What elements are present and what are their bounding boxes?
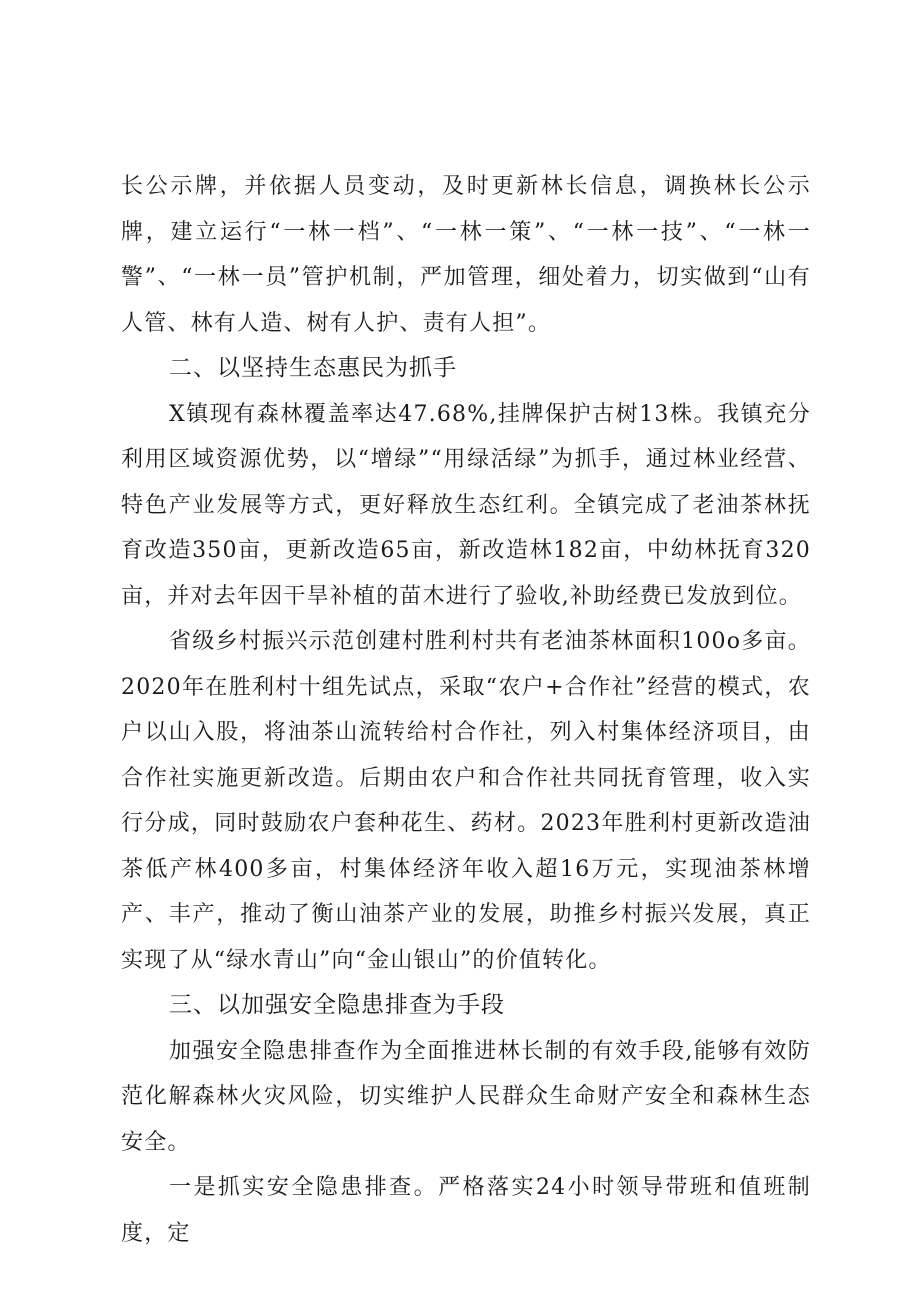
section-heading-2: 二、以坚持生态惠民为抓手 (169, 355, 457, 381)
paragraph-forest-coverage: X镇现有森林覆盖率达47.68%,挂牌保护古树13株。我镇充分利用区域资源优势，以“增绿”“用绿活绿”为抓手，通过林业经营、特色产业发展等方式，更好释放生态红利。全镇完成了老油茶林抚育改造350亩，更新改造65亩，新改造林182亩，中幼林抚育320亩，并对去年因干旱补植的苗木进行了验收,补助经费已发放到位。 (121, 401, 811, 609)
paragraph-shengli-village: 省级乡村振兴示范创建村胜利村共有老油茶林面积100o多亩。2020年在胜利村十组先试点，采取“农户+合作社”经营的模式，农户以山入股，将油茶山流转给村合作社，列入村集体经济项目，由合作社实施更新改造。后期由农户和合作社共同抚育管理，收入实行分成，同时鼓励农户套种花生、药材。2023年胜利村更新改造油茶低产林400多亩，村集体经济年收入超16万元，实现油茶林增产、丰产，推动了衡山油茶产业的发展，助推乡村振兴发展，真正实现了从“绿水青山”向“金山银山”的价值转化。 (121, 629, 811, 973)
paragraph-safety-inspection: 加强安全隐患排查作为全面推进林长制的有效手段,能够有效防范化解森林火灾风险，切实维护人民群众生命财产安全和森林生态安全。 (121, 1038, 811, 1155)
section-heading-3: 三、以加强安全隐患排查为手段 (169, 992, 505, 1018)
document-body (121, 164, 811, 1256)
paragraph-continuation: 长公示牌，并依据人员变动，及时更新林长信息，调换林长公示牌，建立运行“一林一档”、“一林一策”、“一林一技”、“一林一警”、“一林一员”管护机制，严加管理，细处着力，切实做到“山有人管、林有人造、树有人护、责有人担”。 (121, 174, 811, 336)
paragraph-first-measure: 一是抓实安全隐患排查。严格落实24小时领导带班和值班制度，定 (121, 1175, 811, 1246)
